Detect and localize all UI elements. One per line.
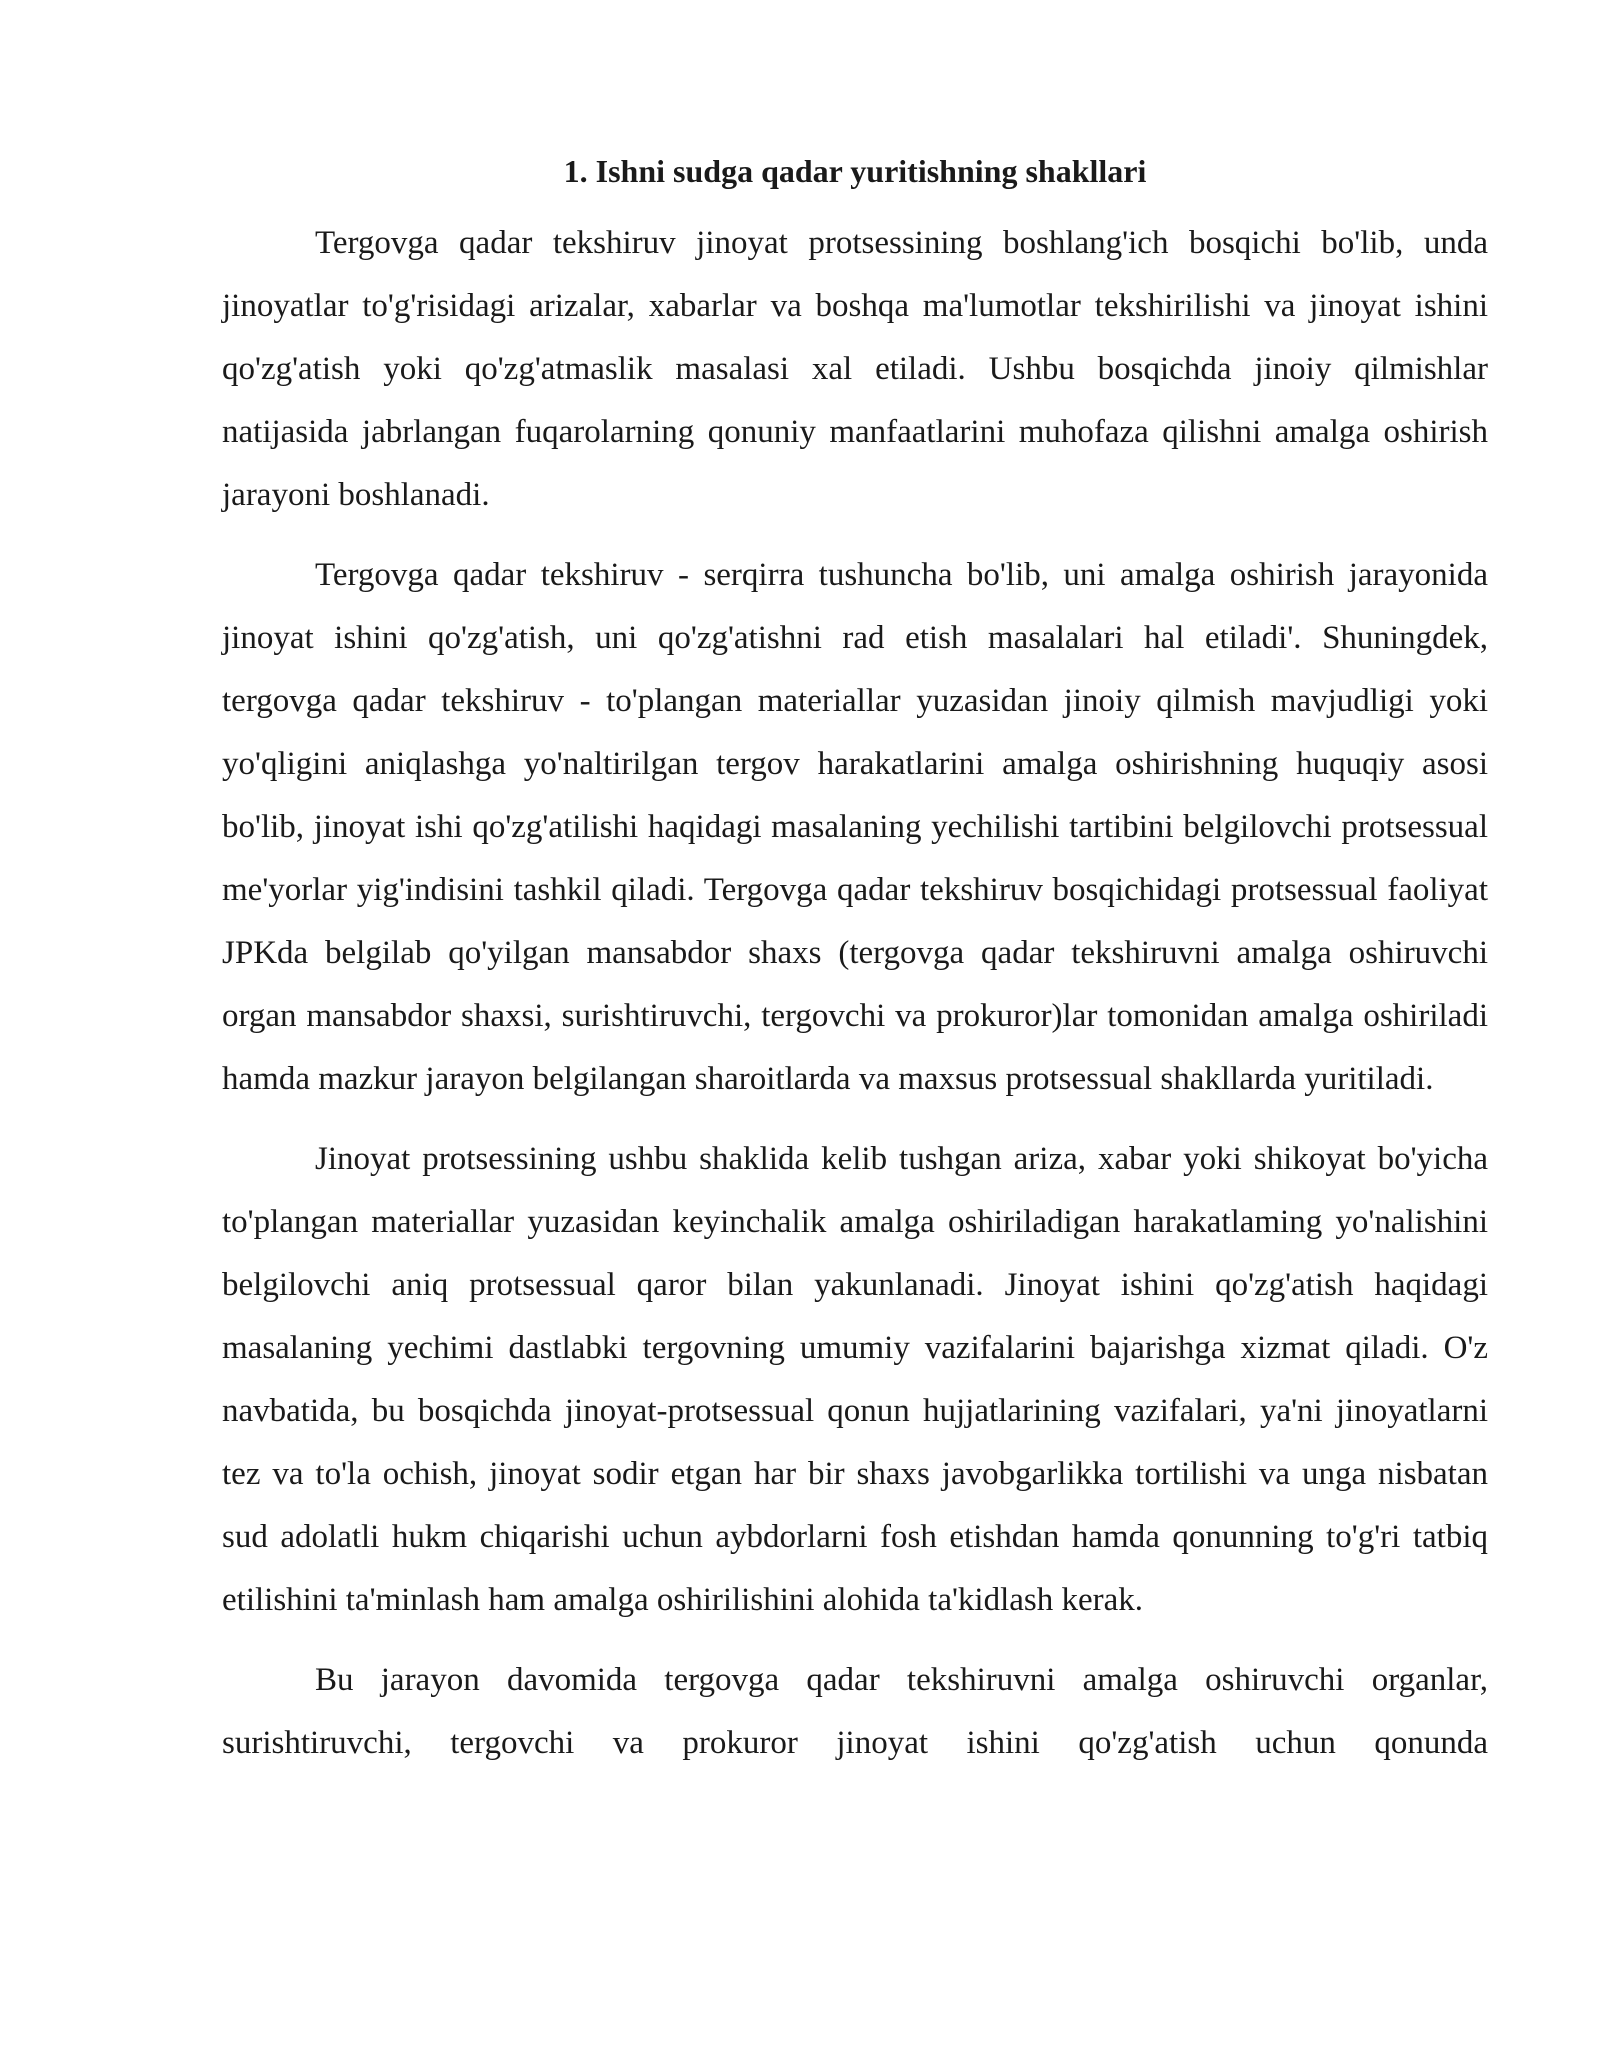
paragraph-1: Tergovga qadar tekshiruv jinoyat protsessining boshlang'ich bosqichi bo'lib, unda jinoyatlar to'g'risidagi arizalar, xabarlar va boshqa ma'lumotlar tekshirilishi va jinoyat ishini qo'zg'atish yoki qo'zg'atmaslik masalasi xal etiladi. Ushbu bosqichda jinoiy qilmishlar natijasida jabrlangan fuqarolarning qonuniy manfaatlarini muhofaza qilishni amalga oshirish jarayoni boshlanadi. <box>222 225 1488 513</box>
paragraph-2: Tergovga qadar tekshiruv - serqirra tushuncha bo'lib, uni amalga oshirish jarayonida jinoyat ishini qo'zg'atish, uni qo'zg'atishni rad etish masalalari hal etiladi'. Shuningdek, tergovga qadar tekshiruv - to'plangan materiallar yuzasidan jinoiy qilmish mavjudligi yoki yo'qligini aniqlashga yo'naltirilgan tergov harakatlarini amalga oshirishning huquqiy asosi bo'lib, jinoyat ishi qo'zg'atilishi haqidagi masalaning yechilishi tartibini belgilovchi protsessual me'yorlar yig'indisini tashkil qiladi. Tergovga qadar tekshiruv bosqichidagi protsessual faoliyat JPKda belgilab qo'yilgan mansabdor shaxs (tergovga qadar tekshiruvni amalga oshiruvchi organ mansabdor shaxsi, surishtiruvchi, tergovchi va prokuror)lar tomonidan amalga oshiriladi hamda mazkur jarayon belgilangan sharoitlarda va maxsus protsessual shakllarda yuritiladi. <box>222 557 1488 1097</box>
paragraph-3: Jinoyat protsessining ushbu shaklida kelib tushgan ariza, xabar yoki shikoyat bo'yicha to'plangan materiallar yuzasidan keyinchalik amalga oshiriladigan harakatlaming yo'nalishini belgilovchi aniq protsessual qaror bilan yakunlanadi. Jinoyat ishini qo'zg'atish haqidagi masalaning yechimi dastlabki tergovning umumiy vazifalarini bajarishga xizmat qiladi. O'z navbatida, bu bosqichda jinoyat-protsessual qonun hujjatlarining vazifalari, ya'ni jinoyatlarni tez va to'la ochish, jinoyat sodir etgan har bir shaxs javobgarlikka tortilishi va unga nisbatan sud adolatli hukm chiqarishi uchun aybdorlarni fosh etishdan hamda qonunning to'g'ri tatbiq etilishini ta'minlash ham amalga oshirilishini alohida ta'kidlash kerak. <box>222 1141 1488 1618</box>
paragraph-4: Bu jarayon davomida tergovga qadar tekshiruvni amalga oshiruvchi organlar, surishtiruvchi, tergovchi va prokuror jinoyat ishini qo'zg'atish uchun qonunda <box>222 1662 1488 1761</box>
section-title: 1. Ishni sudga qadar yuritishning shakllari <box>563 153 1147 189</box>
